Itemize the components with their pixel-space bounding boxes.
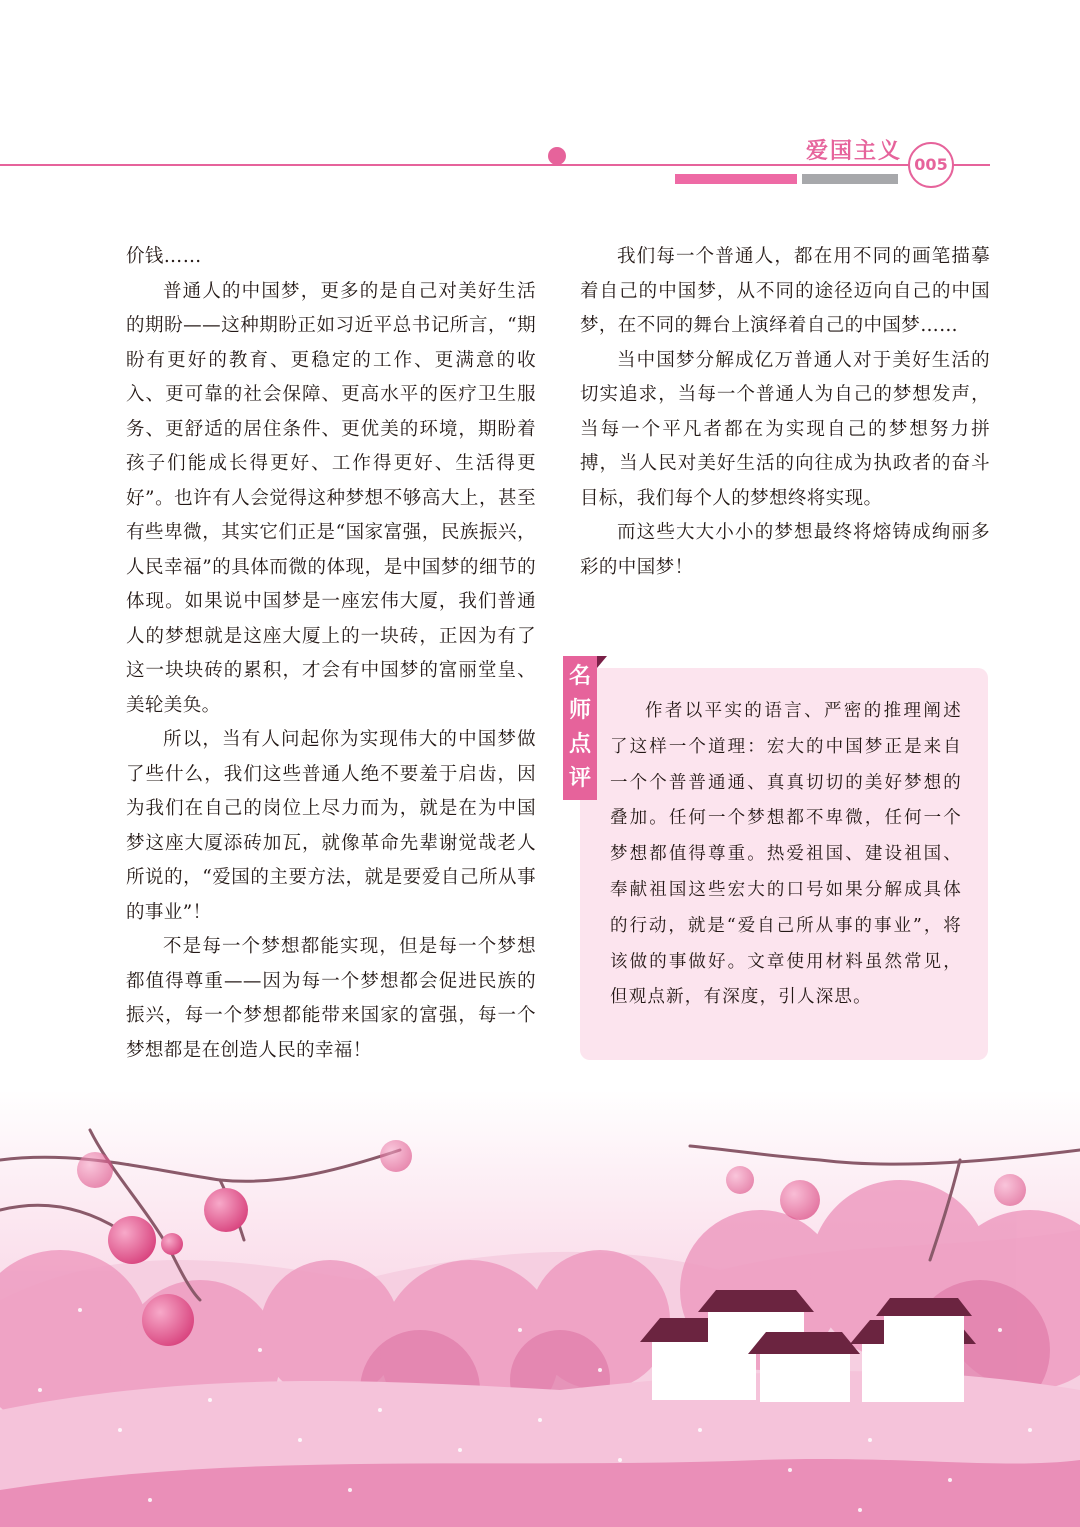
commentary-text: 作者以平实的语言、严密的推理阐述了这样一个道理：宏大的中国梦正是来自一个个普普通通、真真切切的美好梦想的叠加。任何一个梦想都不卑微，任何一个梦想都值得尊重。热爱祖国、建设祖国、奉献祖国这些宏大的口号如果分解成具体的行动，就是“爱自己所从事的事业”，将该做的事做好。文章使用材料虽然常见，但观点新，有深度，引人深思。: [610, 701, 962, 1008]
paragraph: 不是每一个梦想都能实现，但是每一个梦想都值得尊重——因为每一个梦想都会促进民族的振兴，每一个梦想都能带来国家的富强，每一个梦想都是在创造人民的幸福！: [126, 936, 536, 1061]
tag-char: 点: [568, 732, 591, 757]
header-dot-ornament: [548, 147, 566, 165]
header-bar-pink: [675, 174, 797, 184]
paragraph: 价钱……: [126, 246, 202, 267]
left-text-column: [126, 240, 536, 1068]
section-title: 爱国主义: [806, 139, 903, 164]
commentary-tag: [563, 656, 597, 800]
pink-landscape-illustration: [0, 1090, 1080, 1527]
paragraph: 普通人的中国梦，更多的是自己对美好生活的期盼——这种期盼正如习近平总书记所言，“期盼有更好的教育、更稳定的工作、更满意的收入、更可靠的社会保障、更高水平的医疗卫生服务、更舒适的居住条件、更优美的环境，期盼着孩子们能成长得更好、工作得更好、生活得更好”。也许有人会觉得这种梦想不够高大上，甚至有些卑微，其实它们正是“国家富强，民族振兴，人民幸福”的具体而微的体现，是中国梦的细节的体现。如果说中国梦是一座宏伟大厦，我们普通人的梦想就是这座大厦上的一块砖，正因为有了这一块块砖的累积，才会有中国梦的富丽堂皇、美轮美奂。: [126, 280, 536, 716]
tag-char: 师: [568, 698, 591, 723]
paragraph: 我们每一个普通人，都在用不同的画笔描摹着自己的中国梦，从不同的途径迈向自己的中国梦，在不同的舞台上演绎着自己的中国梦……: [580, 246, 990, 336]
page-number: 005: [908, 142, 954, 188]
paragraph: 所以，当有人问起你为实现伟大的中国梦做了些什么，我们这些普通人绝不要羞于启齿，因为我们在自己的岗位上尽力而为，就是在为中国梦这座大厦添砖加瓦，就像革命先辈谢觉哉老人所说的，“爱国的主要方法，就是要爱自己所从事的事业”！: [126, 729, 536, 923]
header-bar-gray: [802, 174, 898, 184]
right-text-column: [580, 240, 990, 585]
tag-fold-ornament: [597, 656, 607, 668]
tag-char: 名: [568, 664, 591, 689]
tag-char: 评: [568, 766, 591, 791]
paragraph: 而这些大大小小的梦想最终将熔铸成绚丽多彩的中国梦！: [580, 522, 990, 578]
paragraph: 当中国梦分解成亿万普通人对于美好生活的切实追求，当每一个普通人为自己的梦想发声，当每一个平凡者都在为实现自己的梦想努力拼搏，当人民对美好生活的向往成为执政者的奋斗目标，我们每个人的梦想终将实现。: [580, 349, 990, 509]
